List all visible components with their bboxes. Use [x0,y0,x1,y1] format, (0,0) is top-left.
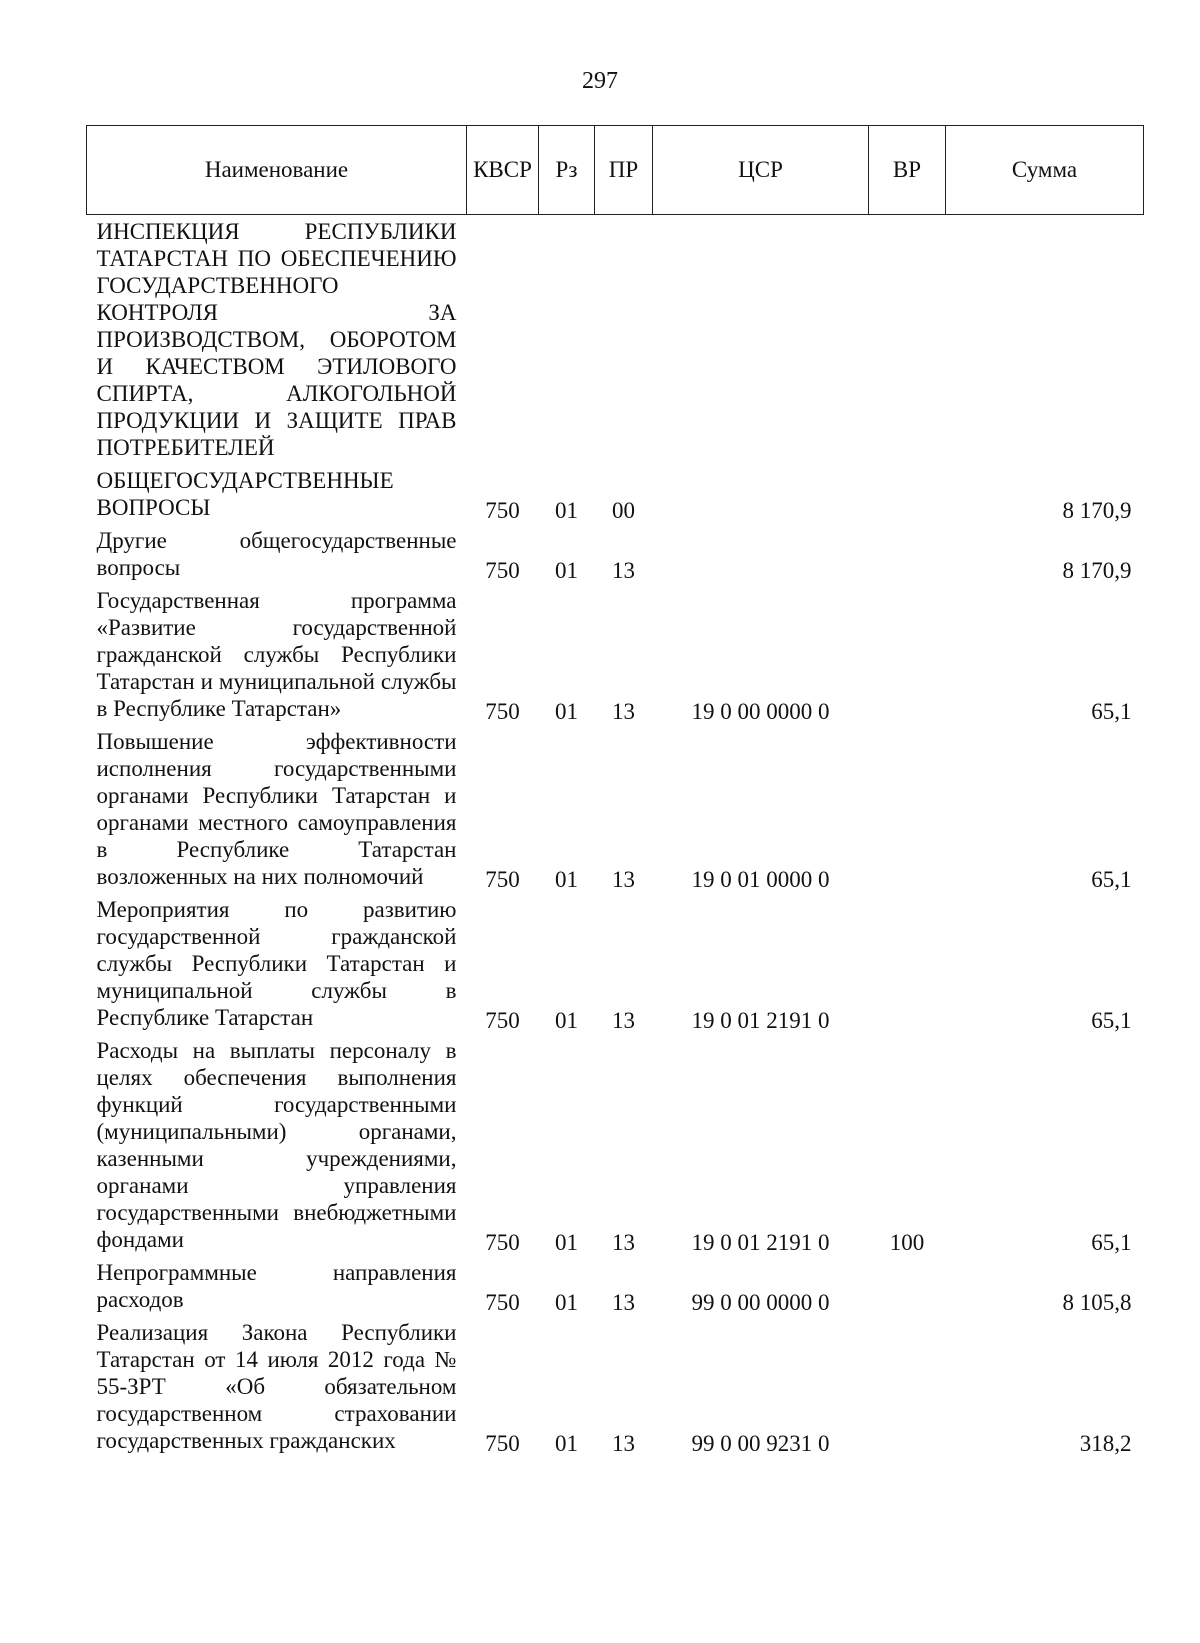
row-kvsr: 750 [485,558,520,583]
row-vr [869,1256,946,1316]
table-row [87,1316,1144,1457]
row-amount: 65,1 [1091,699,1132,724]
row-pr: 13 [612,558,635,583]
row-pr: 13 [612,1008,635,1033]
row-rz: 01 [555,1008,578,1033]
row-rz: 01 [555,558,578,583]
row-rz: 01 [555,1431,578,1456]
row-vr [869,725,946,893]
row-vr [869,584,946,725]
row-name: Повышение эффективности исполнения государственными органами Республики Татарстан и органами местного самоуправления в Республике Татарстан возложенных на них полномочий [96,729,457,889]
row-kvsr: 750 [485,699,520,724]
row-csr: 19 0 01 2191 0 [691,1230,830,1255]
row-rz: 01 [555,1230,578,1255]
row-kvsr [467,215,539,465]
row-kvsr: 750 [485,867,520,892]
table-row [87,725,1144,893]
row-rz: 01 [555,699,578,724]
row-name: Другие общегосударственные вопросы [96,528,457,580]
table-row [87,893,1144,1034]
row-amount: 65,1 [1091,1008,1132,1033]
row-csr [653,524,869,584]
header-name: Наименование [87,126,467,215]
header-vr: ВР [869,126,946,215]
row-vr [869,215,946,465]
page-number: 297 [582,68,618,94]
row-rz [539,215,595,465]
row-vr [869,464,946,524]
row-kvsr: 750 [485,1008,520,1033]
row-name: Мероприятия по развитию государственной гражданской службы Республики Татарстан и муниципальной службы в Республике Татарстан [96,897,457,1030]
row-kvsr: 750 [485,1431,520,1456]
row-vr [869,1316,946,1457]
row-rz: 01 [555,1290,578,1315]
header-pr: ПР [595,126,653,215]
row-amount: 8 170,9 [1062,558,1132,583]
row-amount: 65,1 [1091,867,1132,892]
row-vr: 100 [889,1230,925,1255]
header-rz: Рз [539,126,595,215]
row-pr: 00 [612,498,635,523]
table-row [87,1256,1144,1316]
row-amount: 8 105,8 [1062,1290,1132,1315]
row-amount: 318,2 [1079,1431,1132,1456]
header-kvsr: КВСР [467,126,539,215]
table-row [87,1034,1144,1256]
row-rz: 01 [555,498,578,523]
row-kvsr: 750 [485,498,520,523]
row-csr [653,464,869,524]
table-header-row [87,126,1144,215]
budget-table [86,125,1144,1457]
header-csr: ЦСР [653,126,869,215]
table-row [87,215,1144,465]
row-name: Реализация Закона Республики Татарстан от 14 июля 2012 года № 55-ЗРТ «Об обязательном государственном страховании государственных гражданских [96,1320,457,1453]
header-sum: Сумма [946,126,1144,215]
row-amount [946,215,1144,465]
row-name: ОБЩЕГОСУДАРСТВЕННЫЕ ВОПРОСЫ [96,468,394,520]
row-name: ИНСПЕКЦИЯ РЕСПУБЛИКИ ТАТАРСТАН ПО ОБЕСПЕЧЕНИЮ ГОСУДАРСТВЕННОГО КОНТРОЛЯ ЗА ПРОИЗВОДСТВОМ, ОБОРОТОМ И КАЧЕСТВОМ ЭТИЛОВОГО СПИРТА, АЛКОГОЛЬНОЙ ПРОДУКЦИИ И ЗАЩИТЕ ПРАВ ПОТРЕБИТЕЛЕЙ [96,219,457,460]
table-row [87,584,1144,725]
table-row [87,524,1144,584]
row-csr: 19 0 00 0000 0 [691,699,830,724]
row-vr [869,524,946,584]
row-amount: 65,1 [1091,1230,1132,1255]
row-name: Государственная программа «Развитие государственной гражданской службы Республики Татарстан и муниципальной службы в Республике Татарстан» [96,588,457,721]
row-csr [653,215,869,465]
row-rz: 01 [555,867,578,892]
row-pr: 13 [612,699,635,724]
row-pr [595,215,653,465]
row-vr [869,893,946,1034]
row-csr: 99 0 00 0000 0 [691,1290,830,1315]
row-csr: 19 0 01 0000 0 [691,867,830,892]
row-pr: 13 [612,1290,635,1315]
row-kvsr: 750 [485,1290,520,1315]
row-name: Непрограммные направления расходов [96,1260,457,1312]
row-pr: 13 [612,1230,635,1255]
row-pr: 13 [612,1431,635,1456]
row-csr: 99 0 00 9231 0 [691,1431,830,1456]
row-kvsr: 750 [485,1230,520,1255]
row-name: Расходы на выплаты персоналу в целях обеспечения выполнения функций государственными (муниципальными) органами, казенными учреждениями, органами управления государственными внебюджетными фондами [96,1038,457,1252]
table-row [87,464,1144,524]
row-csr: 19 0 01 2191 0 [691,1008,830,1033]
row-pr: 13 [612,867,635,892]
row-amount: 8 170,9 [1062,498,1132,523]
